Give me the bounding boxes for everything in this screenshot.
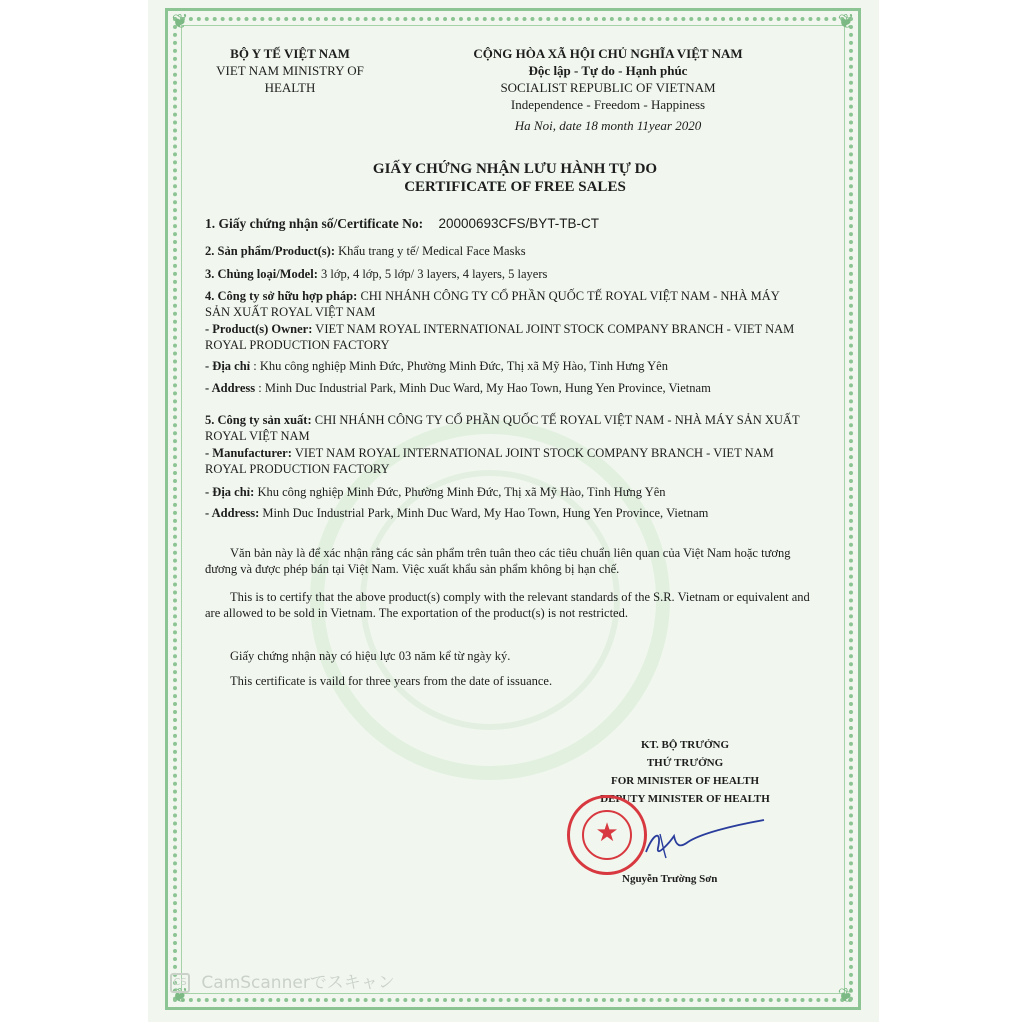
validity-en: This certificate is vaild for three years from the date of issuance. [230, 674, 553, 688]
address2-en-value: Minh Duc Industrial Park, Minh Duc Ward, My Hao Town, Hung Yen Province, Vietnam [262, 506, 709, 520]
product-label: 2. Sản phẩm/Product(s): [205, 244, 335, 258]
corner-ornament-icon: ❦ [171, 11, 189, 33]
signature-title-3: FOR MINISTER OF HEALTH [610, 775, 760, 787]
address1-en-value: : Minh Duc Industrial Park, Minh Duc Ward, My Hao Town, Hung Yen Province, Vietnam [258, 381, 711, 395]
owner-en-row [205, 321, 805, 353]
product-value: Khẩu trang y tế/ Medical Face Masks [338, 244, 526, 258]
ministry-header [205, 45, 375, 96]
certificate-number-value: 20000693CFS/BYT-TB-CT [438, 216, 600, 231]
statement-en: This is to certify that the above product(s) comply with the relevant standards of the S.R. Vietnam or equivalent and are allowed to be sold in Vietnam. The exportation of the product(s) is not restricted. [205, 590, 810, 620]
scanner-watermark [170, 968, 395, 993]
manufacturer-vi-label: 5. Công ty sản xuất: [205, 413, 312, 427]
model-row [205, 266, 815, 282]
scanner-watermark-text: CamScannerでスキャン [201, 973, 395, 993]
manufacturer-vi-value: CHI NHÁNH CÔNG TY CỔ PHẦN QUỐC TẾ ROYAL VIỆT NAM - NHÀ MÁY SẢN XUẤT ROYAL VIỆT NAM [205, 413, 800, 443]
model-label: 3. Chủng loại/Model: [205, 267, 318, 281]
address1-vi-row [205, 358, 815, 374]
address1-vi-value: : Khu công nghiệp Minh Đức, Phường Minh Đức, Thị xã Mỹ Hào, Tỉnh Hưng Yên [253, 359, 668, 373]
title-en: CERTIFICATE OF FREE SALES [404, 179, 626, 195]
owner-en-label: - Product(s) Owner: [205, 322, 313, 336]
issue-date: Ha Noi, date 18 month 11year 2020 [514, 118, 702, 133]
signer-name: Nguyễn Trường Sơn [622, 873, 718, 885]
republic-name-vi: CỘNG HÒA XÃ HỘI CHỦ NGHĨA VIỆT NAM [473, 46, 743, 61]
ministry-name-vi: BỘ Y TẾ VIỆT NAM [230, 46, 350, 61]
corner-ornament-icon: ❦ [837, 11, 855, 33]
handwritten-signature-icon [640, 812, 770, 872]
manufacturer-vi-row [205, 412, 805, 444]
manufacturer-en-value: VIET NAM ROYAL INTERNATIONAL JOINT STOCK COMPANY BRANCH - VIET NAM ROYAL PRODUCTION FACTORY [205, 446, 774, 476]
seal-star-icon: ★ [595, 818, 619, 847]
address1-en-label: - Address [205, 381, 256, 395]
national-header [448, 45, 768, 134]
address2-en-label: - Address: [205, 506, 260, 520]
motto-vi: Độc lập - Tự do - Hạnh phúc [528, 63, 688, 78]
camscanner-logo-icon: CS [170, 973, 190, 993]
document-title [205, 160, 825, 196]
statement-vi: Văn bản này là để xác nhận rằng các sản phẩm trên tuân theo các tiêu chuẩn liên quan của Việt Nam hoặc tương đương và được phép bán tại Việt Nam. Việc xuất khẩu sản phẩm không bị hạn chế. [205, 546, 791, 576]
address2-vi-label: - Địa chỉ: [205, 485, 255, 499]
republic-name-en: SOCIALIST REPUBLIC OF VIETNAM [500, 80, 716, 95]
signature-title-2: THỨ TRƯỞNG [646, 757, 724, 769]
address2-vi-row [205, 484, 815, 500]
product-row [205, 243, 815, 259]
motto-en: Independence - Freedom - Happiness [510, 97, 706, 112]
corner-ornament-icon: ❦ [171, 985, 189, 1007]
signature-title-4: DEPUTY MINISTER OF HEALTH [600, 793, 770, 805]
address1-en-row [205, 380, 785, 396]
manufacturer-en-row [205, 445, 815, 477]
address1-vi-label: - Địa chỉ [205, 359, 251, 373]
owner-vi-value: CHI NHÁNH CÔNG TY CỔ PHẦN QUỐC TẾ ROYAL VIỆT NAM - NHÀ MÁY SẢN XUẤT ROYAL VIỆT NAM [205, 289, 780, 319]
address2-vi-value: Khu công nghiệp Minh Đức, Phường Minh Đức, Thị xã Mỹ Hào, Tỉnh Hưng Yên [257, 485, 666, 499]
model-value: 3 lớp, 4 lớp, 5 lớp/ 3 layers, 4 layers, 5 layers [321, 267, 548, 281]
address2-en-row [205, 505, 785, 521]
ministry-name-en: VIET NAM MINISTRY OF HEALTH [216, 63, 364, 95]
manufacturer-en-label: - Manufacturer: [205, 446, 292, 460]
certificate-number-label: 1. Giấy chứng nhận số/Certificate No: [205, 216, 424, 231]
owner-en-value: VIET NAM ROYAL INTERNATIONAL JOINT STOCK COMPANY BRANCH - VIET NAM ROYAL PRODUCTION FACTORY [205, 322, 795, 352]
title-vi: GIẤY CHỨNG NHẬN LƯU HÀNH TỰ DO [372, 161, 658, 177]
certificate-number-row [205, 216, 815, 232]
corner-ornament-icon: ❦ [837, 985, 855, 1007]
owner-vi-row [205, 288, 805, 320]
validity-vi: Giấy chứng nhận này có hiệu lực 03 năm kể từ ngày ký. [230, 649, 511, 663]
owner-vi-label: 4. Công ty sở hữu hợp pháp: [205, 289, 358, 303]
signature-title-1: KT. BỘ TRƯỞNG [640, 739, 730, 751]
